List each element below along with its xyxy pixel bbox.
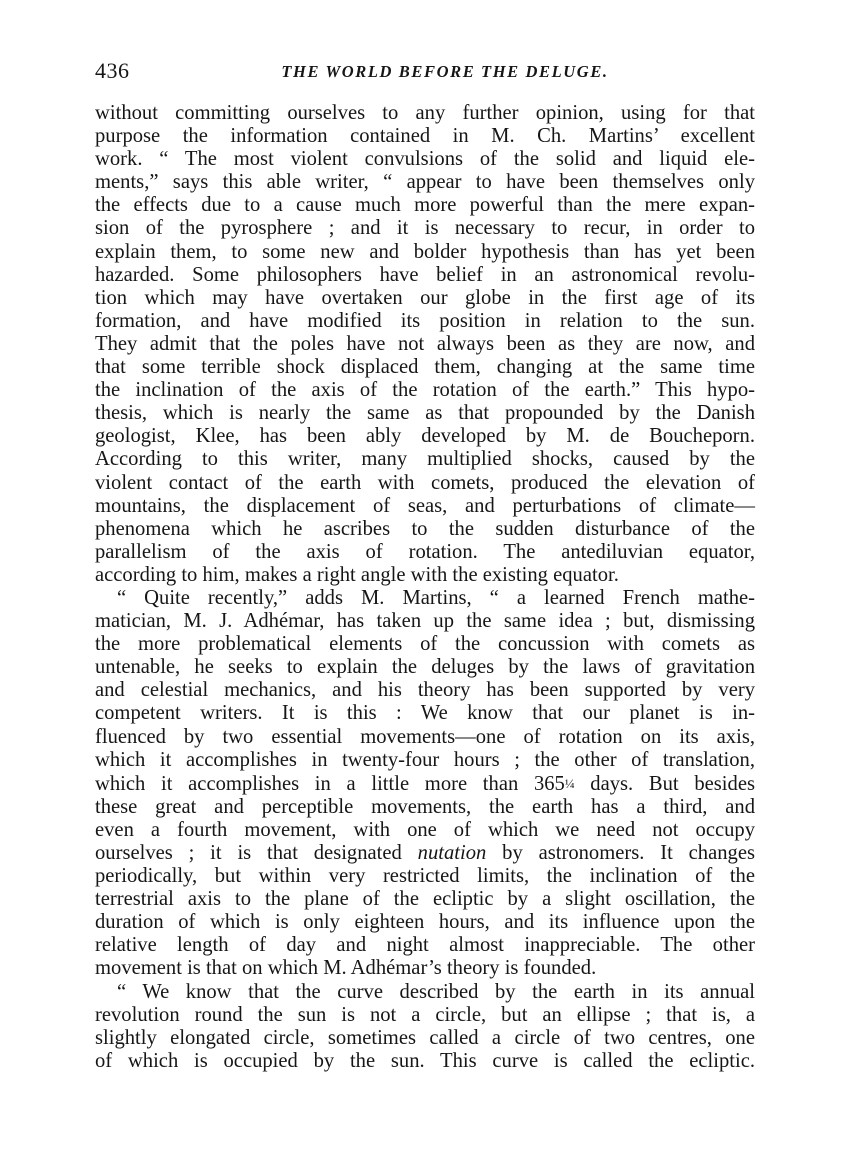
- text-line: according to him, makes a right angle with the existing equator.: [95, 563, 619, 586]
- text-line: that some terrible shock displaced them, changing at the same time: [95, 356, 755, 379]
- text-line: duration of which is only eighteen hours, and its influence upon the: [95, 911, 755, 934]
- text-line: tion which may have overtaken our globe in the first age of its: [95, 286, 755, 309]
- paragraph-1: [95, 102, 755, 587]
- text-line: relative length of day and night almost inappreciable. The other: [95, 934, 755, 957]
- text-line: fluenced by two essential movements—one of rotation on its axis,: [95, 725, 755, 748]
- text-line: slightly elongated circle, sometimes called a circle of two centres, one: [95, 1026, 755, 1049]
- paragraph-2: [95, 587, 755, 981]
- text-line: formation, and have modified its position in relation to the sun.: [95, 309, 755, 332]
- text-line: thesis, which is nearly the same as that propounded by the Danish: [95, 402, 755, 425]
- text-line: which it accomplishes in twenty-four hours ; the other of translation,: [95, 748, 755, 771]
- text-line: of which is occupied by the sun. This curve is called the ecliptic.: [95, 1049, 755, 1072]
- text-line: [95, 842, 755, 865]
- text-line: mountains, the displacement of seas, and perturbations of climate—: [95, 494, 755, 517]
- text-line: [95, 772, 755, 796]
- text-line: work. “ The most violent convulsions of the solid and liquid ele-: [95, 148, 755, 171]
- text-line: explain them, to some new and bolder hypothesis than has yet been: [95, 240, 755, 263]
- text-line: violent contact of the earth with comets, produced the elevation of: [95, 471, 755, 494]
- text-line: without committing ourselves to any further opinion, using for that: [95, 102, 755, 124]
- text-line: ments,” says this able writer, “ appear to have been themselves only: [95, 171, 755, 194]
- text-line: periodically, but within very restricted limits, the inclination of the: [95, 865, 755, 888]
- text-line: hazarded. Some philosophers have belief in an astronomical revolu-: [95, 263, 755, 286]
- text-line: even a fourth movement, with one of which we need not occupy: [95, 818, 755, 841]
- text-line: matician, M. J. Adhémar, has taken up the same idea ; but, dismissing: [95, 610, 755, 633]
- text-fragment: by astronomers. It changes: [486, 842, 755, 864]
- fraction-quarter: ¼: [564, 775, 575, 791]
- text-line: the inclination of the axis of the rotation of the earth.” This hypo-: [95, 379, 755, 402]
- paragraph-3: [95, 981, 755, 1073]
- text-fragment: ourselves ; it is that designated: [95, 842, 418, 864]
- text-line: sion of the pyrosphere ; and it is necessary to recur, in order to: [95, 217, 755, 240]
- text-line: “ Quite recently,” adds M. Martins, “ a learned French mathe-: [117, 586, 755, 609]
- text-line: purpose the information contained in M. Ch. Martins’ excellent: [95, 125, 755, 148]
- text-line: terrestrial axis to the plane of the ecliptic by a slight oscillation, the: [95, 888, 755, 911]
- text-line: competent writers. It is this : We know that our planet is in-: [95, 702, 755, 725]
- running-title: THE WORLD BEFORE THE DELUGE.: [281, 62, 609, 81]
- text-line: “ We know that the curve described by the earth in its annual: [117, 980, 755, 1003]
- text-line: the effects due to a cause much more powerful than the mere expan-: [95, 194, 755, 217]
- book-page: [95, 58, 755, 1073]
- text-fragment: days. But besides: [574, 772, 755, 795]
- text-line: untenable, he seeks to explain the deluges by the laws of gravitation: [95, 656, 755, 679]
- text-line: and celestial mechanics, and his theory has been supported by very: [95, 679, 755, 702]
- text-line: According to this writer, many multiplied shocks, caused by the: [95, 448, 755, 471]
- text-line: movement is that on which M. Adhémar’s theory is founded.: [95, 957, 597, 980]
- text-line: parallelism of the axis of rotation. The antediluvian equator,: [95, 540, 755, 563]
- text-line: these great and perceptible movements, the earth has a third, and: [95, 795, 755, 818]
- page-number: 436: [95, 58, 130, 83]
- italic-term-nutation: nutation: [417, 842, 487, 864]
- text-line: They admit that the poles have not always been as they are now, and: [95, 332, 755, 355]
- text-line: phenomena which he ascribes to the sudden disturbance of the: [95, 517, 755, 540]
- body-text: [95, 102, 755, 1073]
- text-line: the more problematical elements of the concussion with comets as: [95, 633, 755, 656]
- text-fragment: which it accomplishes in a little more than 365: [95, 772, 565, 795]
- text-line: revolution round the sun is not a circle, but an ellipse ; that is, a: [95, 1003, 755, 1026]
- running-head: [95, 58, 755, 88]
- text-line: geologist, Klee, has been ably developed by M. de Boucheporn.: [95, 425, 755, 448]
